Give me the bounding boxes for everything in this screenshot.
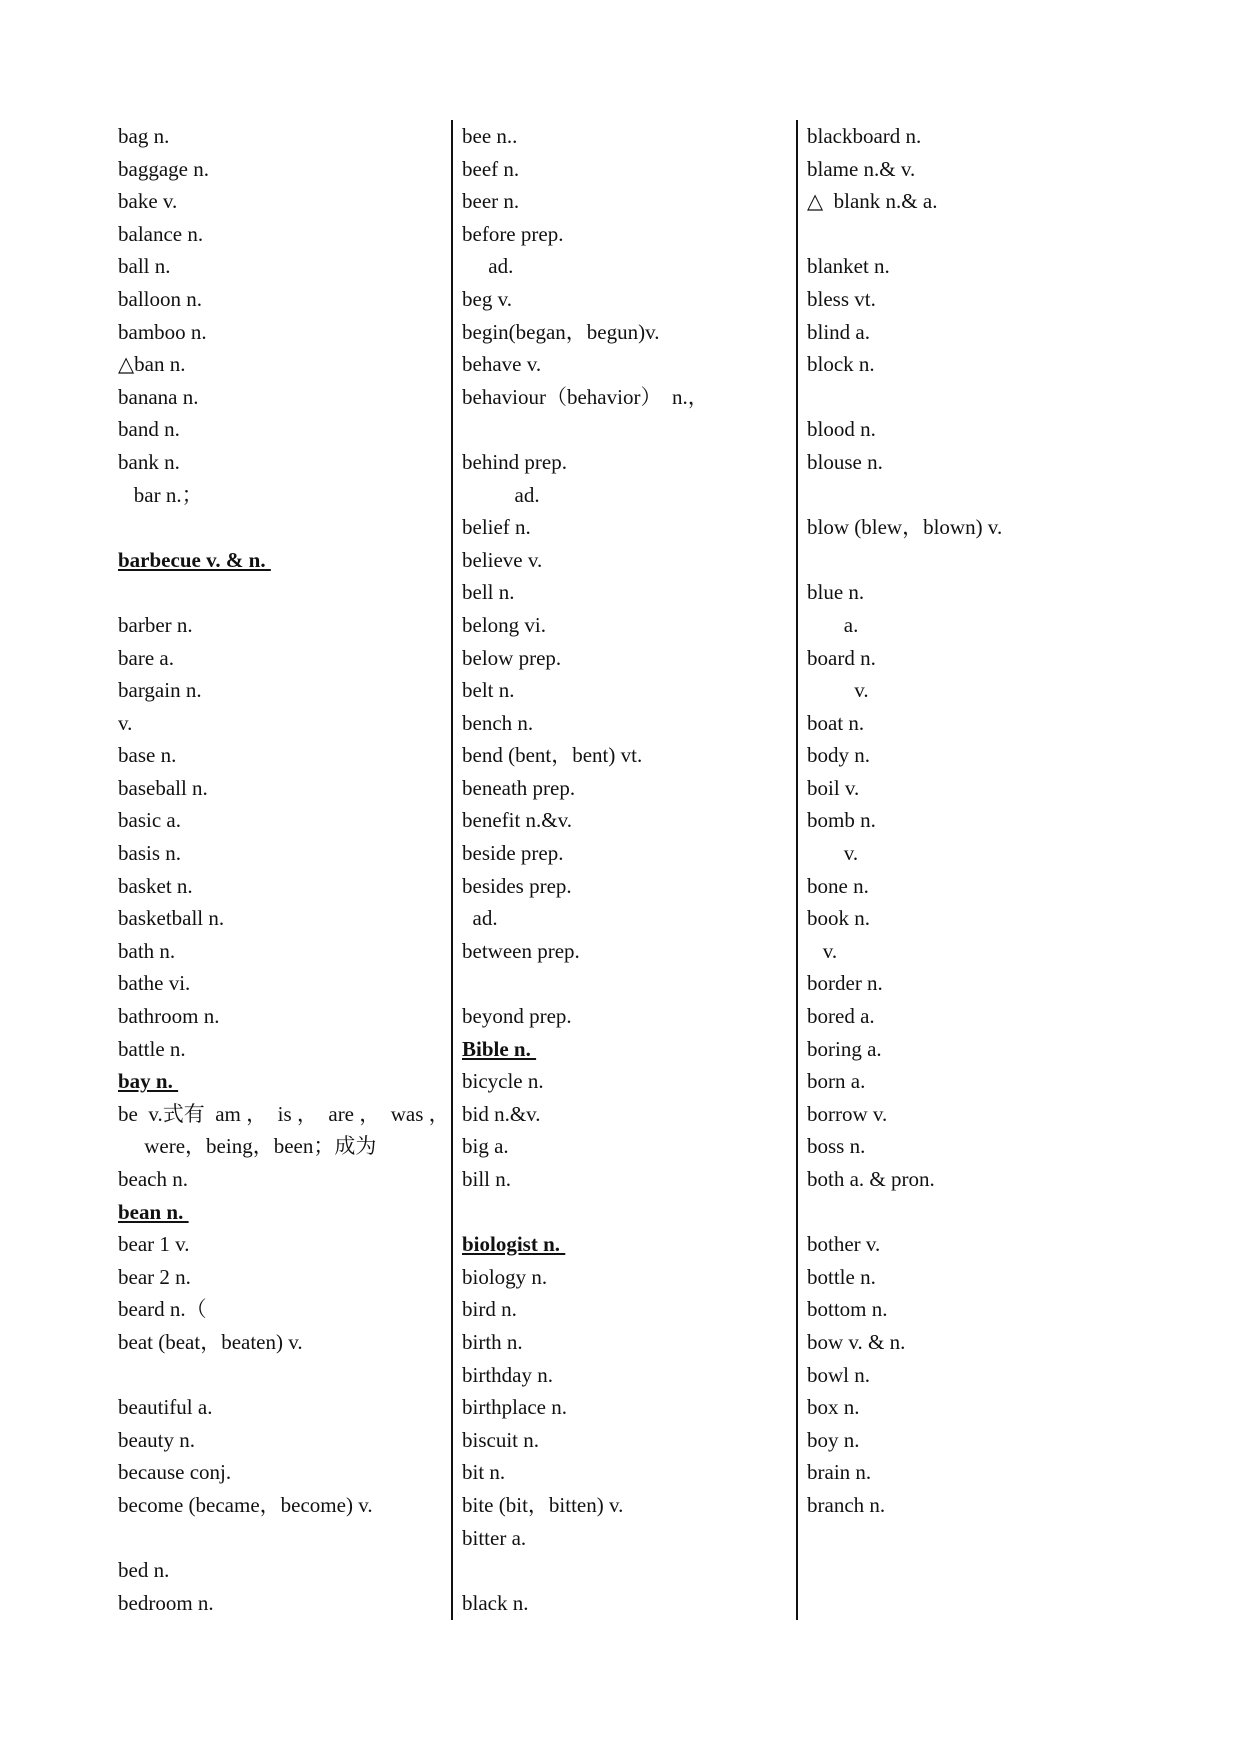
word-column-3 xyxy=(807,120,1137,1610)
word-entry: bare a. xyxy=(118,645,174,670)
word-entry: besides prep. xyxy=(462,873,572,898)
blank-line xyxy=(807,544,1137,577)
word-entry: bath n. xyxy=(118,938,176,963)
word-entry: blackboard n. xyxy=(807,124,922,148)
word-entry: birthplace n. xyxy=(462,1395,567,1420)
word-entry: birthday n. xyxy=(462,1362,553,1387)
word-entry: beard n.（ xyxy=(118,1297,207,1322)
word-entry: blow (blew，blown) v. xyxy=(807,515,1003,540)
word-entry: △ blank n.& a. xyxy=(807,189,938,214)
word-entry: blanket n. xyxy=(807,254,890,279)
word-entry: bowl n. xyxy=(807,1362,870,1387)
word-entry: bell n. xyxy=(462,580,515,605)
word-entry: biscuit n. xyxy=(462,1427,539,1452)
word-entry: borrow v. xyxy=(807,1101,888,1126)
word-entry: bear 2 n. xyxy=(118,1264,191,1289)
word-entry: beside prep. xyxy=(462,841,564,866)
word-entry: beg v. xyxy=(462,286,512,311)
word-entry: were，being，been；成为 xyxy=(118,1134,377,1159)
word-entry: bed n. xyxy=(118,1558,170,1583)
word-entry: both a. & pron. xyxy=(807,1167,935,1191)
word-entry: because conj. xyxy=(118,1460,232,1485)
word-entry: bomb n. xyxy=(807,808,876,833)
word-entry: v. xyxy=(807,938,838,963)
word-entry: bank n. xyxy=(118,449,180,474)
word-entry: behave v. xyxy=(462,352,542,377)
word-entry: bamboo n. xyxy=(118,319,207,344)
blank-line xyxy=(118,1359,448,1392)
word-entry: bill n. xyxy=(462,1167,512,1191)
word-entry: box n. xyxy=(807,1395,860,1420)
word-entry: bathroom n. xyxy=(118,1004,220,1029)
word-entry: begin(began，begun)v. xyxy=(462,319,660,344)
word-entry: be v.式有 am ， is ， are ， was ， xyxy=(118,1101,450,1126)
word-entry: basis n. xyxy=(118,841,181,866)
word-entry: boat n. xyxy=(807,710,865,735)
word-entry: bitter a. xyxy=(462,1525,527,1550)
word-entry: body n. xyxy=(807,743,870,768)
word-entry: bored a. xyxy=(807,1004,875,1029)
blank-line xyxy=(118,511,448,544)
blank-line xyxy=(807,218,1137,251)
word-entry: bean n. xyxy=(118,1199,189,1224)
word-entry: behind prep. xyxy=(462,449,567,474)
word-entry: below prep. xyxy=(462,645,562,670)
word-entry: banana n. xyxy=(118,384,199,409)
word-entry: v. xyxy=(118,710,133,735)
word-entry: bottle n. xyxy=(807,1264,876,1289)
blank-line xyxy=(807,381,1137,414)
word-entry: base n. xyxy=(118,743,177,768)
word-entry: bear 1 v. xyxy=(118,1232,190,1257)
word-entry: bay n. xyxy=(118,1069,179,1094)
word-entry: belong vi. xyxy=(462,612,546,637)
word-entry: balloon n. xyxy=(118,286,202,311)
word-entry: benefit n.&v. xyxy=(462,808,573,833)
word-entry: biology n. xyxy=(462,1264,548,1289)
word-entry: bar n.； xyxy=(118,482,203,507)
word-entry: ad. xyxy=(462,482,540,507)
word-entry: behaviour（behavior） n.， xyxy=(462,384,709,409)
word-entry: border n. xyxy=(807,971,883,996)
word-entry: baseball n. xyxy=(118,775,208,800)
word-entry: beef n. xyxy=(462,156,520,181)
word-entry: baggage n. xyxy=(118,156,209,181)
word-entry: before prep. xyxy=(462,221,564,246)
word-entry: beyond prep. xyxy=(462,1004,572,1029)
column-divider xyxy=(796,120,798,1620)
word-entry: bite (bit，bitten) v. xyxy=(462,1492,624,1517)
word-entry: Bible n. xyxy=(462,1036,537,1061)
word-entry: bid n.&v. xyxy=(462,1101,541,1126)
word-entry: boy n. xyxy=(807,1427,860,1452)
word-entry: bee n.. xyxy=(462,124,518,148)
word-entry: blind a. xyxy=(807,319,870,344)
word-entry: ball n. xyxy=(118,254,171,279)
word-entry: beneath prep. xyxy=(462,775,576,800)
word-entry: block n. xyxy=(807,352,875,377)
blank-line xyxy=(807,479,1137,512)
word-entry: barbecue v. & n. xyxy=(118,547,271,572)
word-entry: blood n. xyxy=(807,417,876,442)
word-entry: black n. xyxy=(462,1590,529,1615)
word-entry: beautiful a. xyxy=(118,1395,213,1420)
word-entry: between prep. xyxy=(462,938,580,963)
column-divider xyxy=(451,120,453,1620)
blank-line xyxy=(462,1196,792,1229)
word-entry: bother v. xyxy=(807,1232,881,1257)
word-entry: band n. xyxy=(118,417,180,442)
word-entry: beach n. xyxy=(118,1167,188,1191)
blank-line xyxy=(118,1522,448,1555)
blank-line xyxy=(462,967,792,1000)
word-entry: a. xyxy=(807,612,859,637)
word-entry: battle n. xyxy=(118,1036,186,1061)
word-entry: bag n. xyxy=(118,124,170,148)
word-entry: board n. xyxy=(807,645,876,670)
word-entry: basketball n. xyxy=(118,906,225,931)
word-column-1 xyxy=(118,120,450,1615)
word-entry: bake v. xyxy=(118,189,178,214)
word-entry: bow v. & n. xyxy=(807,1329,906,1354)
word-entry: bathe vi. xyxy=(118,971,191,996)
word-entry: bargain n. xyxy=(118,678,202,703)
word-entry: belief n. xyxy=(462,515,531,540)
word-entry: big a. xyxy=(462,1134,509,1159)
word-entry: basic a. xyxy=(118,808,181,833)
word-entry: beauty n. xyxy=(118,1427,195,1452)
word-entry: bird n. xyxy=(462,1297,517,1322)
word-entry: bench n. xyxy=(462,710,534,735)
word-entry: beat (beat，beaten) v. xyxy=(118,1329,303,1354)
word-entry: bottom n. xyxy=(807,1297,888,1322)
word-entry: bless vt. xyxy=(807,286,876,311)
word-column-2 xyxy=(462,120,792,1615)
word-entry: bedroom n. xyxy=(118,1590,214,1615)
word-entry: boil v. xyxy=(807,775,860,800)
word-entry: ad. xyxy=(462,254,514,279)
word-entry: believe v. xyxy=(462,547,543,572)
word-entry: boring a. xyxy=(807,1036,882,1061)
word-entry: blue n. xyxy=(807,580,865,605)
word-entry: book n. xyxy=(807,906,870,931)
word-entry: blame n.& v. xyxy=(807,156,916,181)
word-entry: bicycle n. xyxy=(462,1069,544,1094)
word-entry: v. xyxy=(807,841,859,866)
word-entry: basket n. xyxy=(118,873,193,898)
word-entry: birth n. xyxy=(462,1329,523,1354)
word-entry: bit n. xyxy=(462,1460,506,1485)
blank-line xyxy=(118,576,448,609)
word-entry: born a. xyxy=(807,1069,866,1094)
word-entry: blouse n. xyxy=(807,449,883,474)
word-entry: brain n. xyxy=(807,1460,872,1485)
word-entry: branch n. xyxy=(807,1492,886,1517)
blank-line xyxy=(807,1196,1137,1229)
word-entry: biologist n. xyxy=(462,1232,566,1257)
word-entry: v. xyxy=(807,678,869,703)
word-entry: balance n. xyxy=(118,221,204,246)
word-entry: barber n. xyxy=(118,612,193,637)
word-entry: become (became，become) v. xyxy=(118,1492,373,1517)
word-entry: bend (bent，bent) vt. xyxy=(462,743,643,768)
word-entry: ad. xyxy=(462,906,498,931)
word-entry: △ban n. xyxy=(118,352,186,377)
blank-line xyxy=(462,413,792,446)
word-entry: belt n. xyxy=(462,678,515,703)
word-entry: beer n. xyxy=(462,189,520,214)
word-entry: bone n. xyxy=(807,873,869,898)
blank-line xyxy=(462,1554,792,1587)
word-entry: boss n. xyxy=(807,1134,866,1159)
